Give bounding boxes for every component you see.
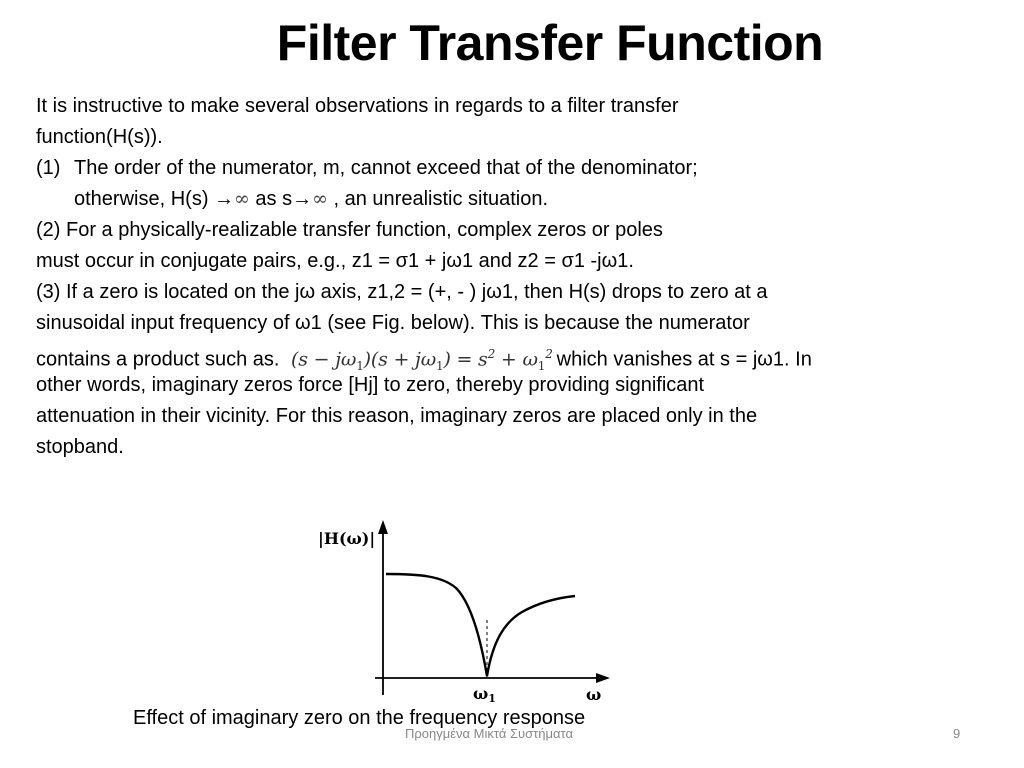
product-formula: $(s - j\omega_1)(s + j\omega_1) = s^2 + \omega_1^2$ [291,347,553,374]
list-item-1 [36,153,936,184]
x-axis-label: ω [586,685,602,704]
text-fragment: contains a product such as. [36,348,286,371]
text-fragment: which vanishes at s = jω1. In [556,348,812,371]
text-line: function(H(s)). [36,126,163,148]
text-line: must occur in conjugate pairs, e.g., z1 = σ1 + jω1 and z2 = σ1 -jω1. [36,250,634,272]
x-tick-label-omega1: ω1 [473,684,496,705]
body-text [36,91,936,463]
text-line: other words, imaginary zeros force [Hj] to zero, thereby providing significant [36,374,705,396]
page-number: 9 [953,726,961,741]
y-axis-arrow [378,520,388,534]
text-line: (2) For a physically-realizable transfer function, complex zeros or poles [36,219,663,241]
list-item-1-continued [36,184,936,215]
y-axis-label: |H(ω)| [318,529,376,548]
text-line: stopband. [36,436,124,458]
text-fragment: otherwise, H(s) → [74,188,235,210]
text-line: (3) If a zero is located on the jω axis, z1,2 = (+, - ) jω1, then H(s) drops to zero at a [36,281,768,303]
text-fragment: as s→ [249,188,313,210]
footer-text: Προηγμένα Μικτά Συστήματα [405,726,573,741]
text-line: attenuation in their vicinity. For this reason, imaginary zeros are placed only in the [36,405,758,427]
text-line-with-formula [36,339,936,374]
slide-title: Filter Transfer Function [276,15,824,71]
text-line: sinusoidal input frequency of ω1 (see Fig. below). This is because the numerator [36,312,750,334]
text-line: The order of the numerator, m, cannot exceed that of the denominator; [74,157,698,179]
x-axis-arrow [596,673,610,683]
text-fragment: , an unrealistic situation. [327,188,549,210]
figure-caption: Effect of imaginary zero on the frequency response [133,707,586,729]
frequency-response-figure [300,510,630,710]
response-curve [386,574,575,676]
list-number: (1) [36,157,61,179]
infinity-symbol: ∞ [312,188,328,210]
text-line: It is instructive to make several observations in regards to a filter transfer [36,95,679,117]
infinity-symbol: ∞ [234,188,250,210]
